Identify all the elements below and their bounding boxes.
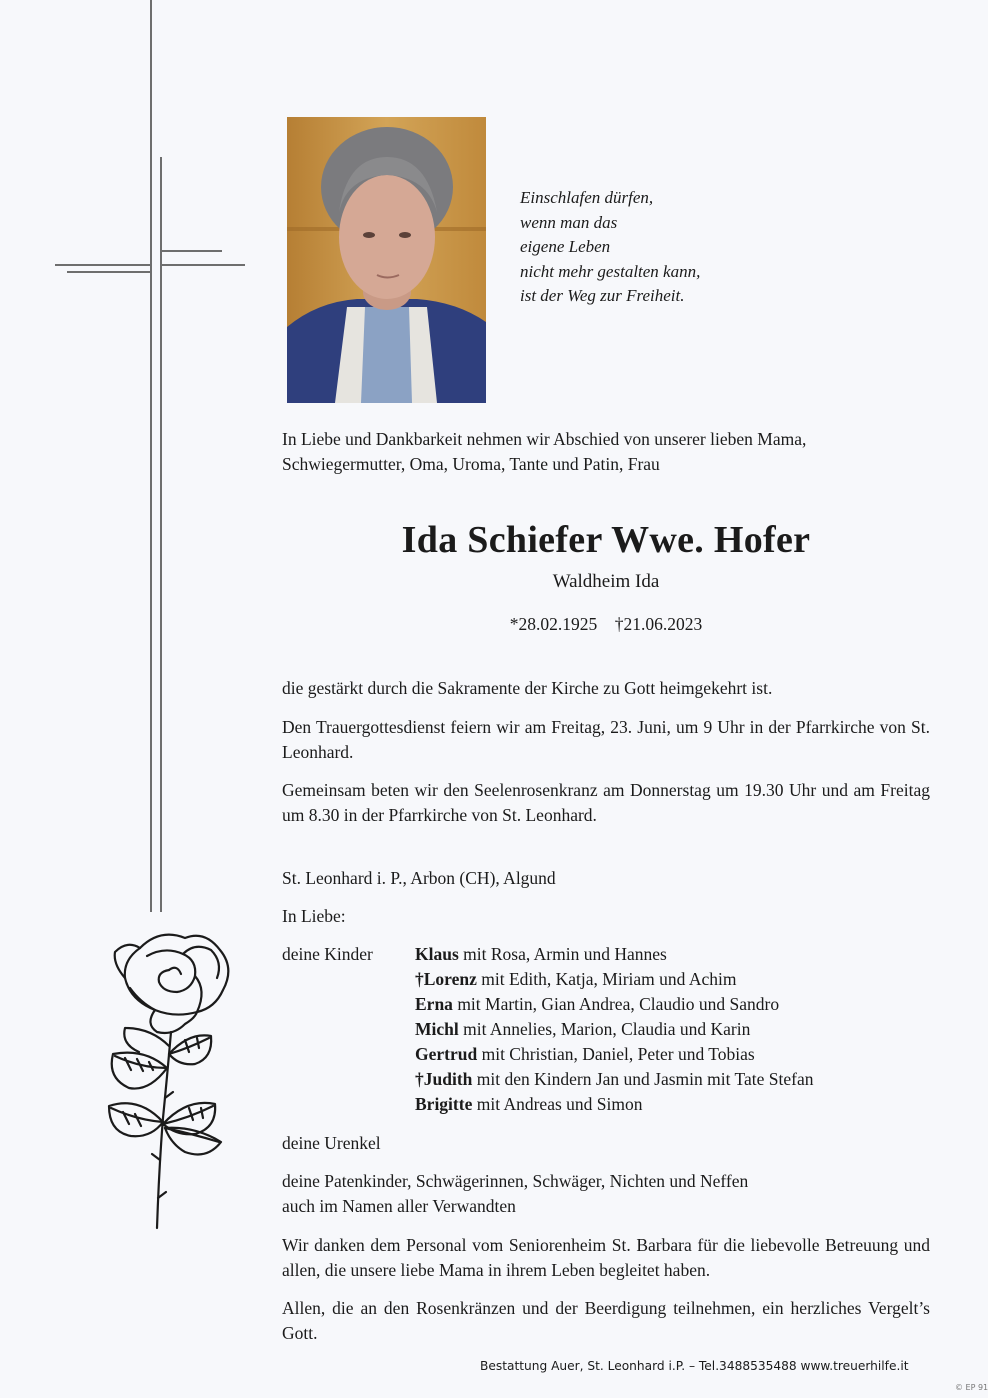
child-name: Klaus (415, 944, 459, 964)
deceased-nickname: Waldheim Ida (552, 571, 660, 592)
grandchildren-text: deine Urenkel (282, 1133, 381, 1153)
child-name: Michl (415, 1019, 459, 1039)
motto-line: ist der Weg zur Freiheit. (520, 286, 685, 305)
service-text: Den Trauergottesdienst feiern wir am Freitag, 23. Juni, um 9 Uhr in der Pfarrkirche von St. Leonhard. (282, 717, 930, 762)
list-item (415, 1042, 814, 1067)
intro-line-2: Schwiegermutter, Oma, Uroma, Tante und Patin, Frau (282, 454, 660, 474)
thanks-text: Wir danken dem Personal vom Seniorenheim St. Barbara für die liebevolle Betreuung und allen, die unsere liebe Mama in ihrem Leben begleitet haben. (282, 1235, 930, 1280)
child-family: mit Andreas und Simon (472, 1094, 643, 1114)
rose-icon (85, 928, 255, 1238)
child-family: mit Martin, Gian Andrea, Claudio und Sandro (452, 994, 780, 1014)
child-family: mit Edith, Katja, Miriam und Achim (476, 969, 737, 989)
relatives-line-1: deine Patenkinder, Schwägerinnen, Schwäger, Nichten und Neffen (282, 1171, 749, 1191)
motto-line: eigene Leben (520, 237, 611, 256)
deceased-name: Ida Schiefer Wwe. Hofer (401, 519, 811, 561)
child-name: †Lorenz (415, 969, 477, 989)
child-name: Gertrud (415, 1044, 478, 1064)
motto-poem (520, 186, 700, 309)
life-dates (282, 612, 930, 636)
list-item (415, 967, 814, 992)
child-name: Erna (415, 994, 453, 1014)
motto-line: nicht mehr gestalten kann, (520, 261, 701, 281)
child-family: mit Rosa, Armin und Hannes (458, 944, 667, 964)
child-name: Brigitte (415, 1094, 473, 1114)
footer-funeral-home: Bestattung Auer, St. Leonhard i.P. – Tel.3488535488 www.treuerhilfe.it (480, 1359, 909, 1373)
child-family: mit den Kindern Jan und Jasmin mit Tate Stefan (472, 1069, 814, 1089)
children-list (415, 942, 814, 1117)
list-item (415, 992, 814, 1017)
death-date: †21.06.2023 (614, 614, 703, 634)
child-family: mit Annelies, Marion, Claudia und Karin (458, 1019, 751, 1039)
intro-line-1: In Liebe und Dankbarkeit nehmen wir Abschied von unserer lieben Mama, (282, 429, 807, 449)
in-liebe-text: In Liebe: (282, 906, 346, 926)
motto-line: wenn man das (520, 212, 618, 232)
motto-line: Einschlafen dürfen, (520, 188, 654, 207)
closing-text: Allen, die an den Rosenkränzen und der Beerdigung teilnehmen, ein herzliches Vergelt’s Gott. (282, 1298, 930, 1343)
corner-mark: © EP 91 (955, 1383, 988, 1392)
birth-date: *28.02.1925 (509, 614, 598, 634)
places-text: St. Leonhard i. P., Arbon (CH), Algund (282, 868, 556, 888)
child-name: †Judith (415, 1069, 473, 1089)
list-item (415, 942, 814, 967)
list-item (415, 1067, 814, 1092)
relatives-line-2: auch im Namen aller Verwandten (282, 1196, 516, 1216)
rosary-text: Gemeinsam beten wir den Seelenrosenkranz am Donnerstag um 19.30 Uhr und am Freitag um 8.30 in der Pfarrkirche von St. Leonhard. (282, 780, 930, 825)
sacrament-text: die gestärkt durch die Sakramente der Kirche zu Gott heimgekehrt ist. (282, 678, 773, 698)
list-item (415, 1092, 814, 1117)
child-family: mit Christian, Daniel, Peter und Tobias (477, 1044, 755, 1064)
portrait-photo (287, 117, 486, 403)
children-label: deine Kinder (282, 944, 373, 964)
list-item (415, 1017, 814, 1042)
